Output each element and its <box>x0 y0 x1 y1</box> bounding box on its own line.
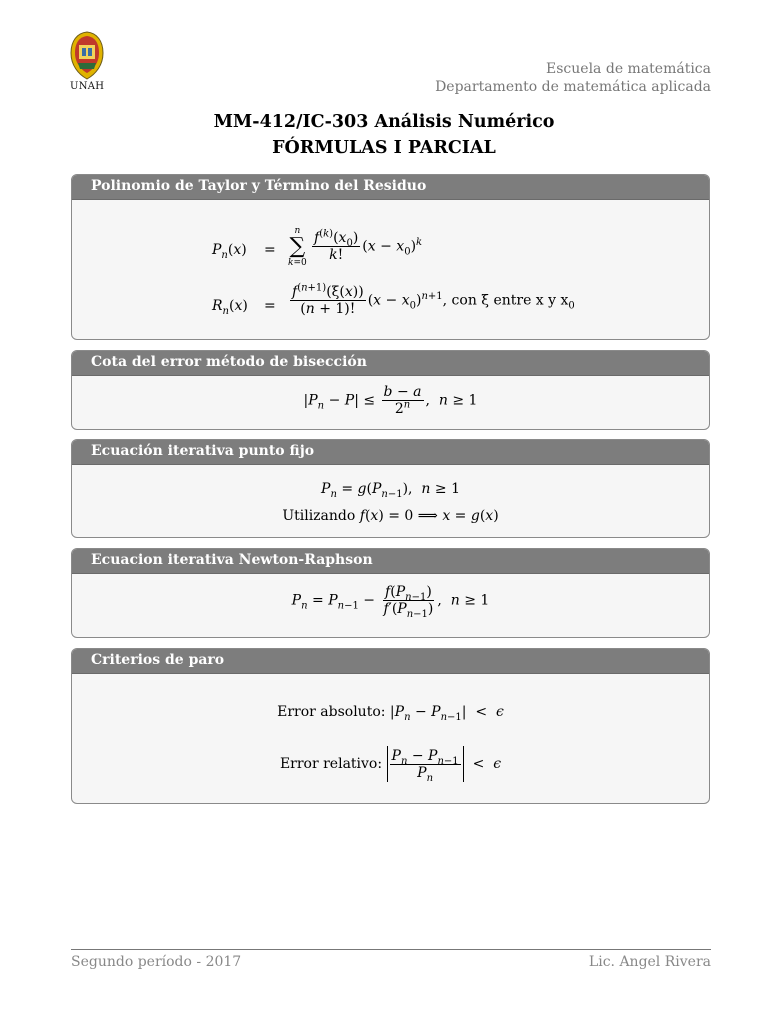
section-heading: Criterios de paro <box>72 649 709 674</box>
taylor-section <box>71 174 710 340</box>
fixed-point-section <box>71 439 710 538</box>
relative-error-criterion: Error relativo: $\frac{P_n - P_{n-1}}{P_n}$ < ϵ <box>279 747 502 784</box>
section-heading: Ecuacion iterativa Newton-Raphson <box>72 549 709 574</box>
absolute-error-label: Error absoluto: <box>277 704 386 720</box>
section-heading: Polinomio de Taylor y Término del Residuo <box>72 175 709 200</box>
newton-formula: $P_n = P_{n-1}$ − $\frac{f(P_{n-1})}{f'(P_{n-1})}$ , n ≥ 1 <box>291 584 490 620</box>
stopping-criteria-section <box>71 648 710 804</box>
footer-author: Lic. Angel Rivera <box>588 954 711 970</box>
using-label: Utilizando <box>282 508 356 524</box>
fixed-point-condition: Utilizando f(x) = 0 ⟹ x = g(x) <box>282 508 499 524</box>
footer-divider <box>71 949 711 950</box>
bisection-section <box>71 350 710 430</box>
absolute-error-criterion: Error absoluto: $|P_n - P_{n-1}| < \epsilon$ <box>277 704 504 723</box>
relative-error-label: Error relativo: <box>279 756 383 772</box>
bisection-formula: $|P_n - P|$ ≤ $\frac{b - a}{2^n}$ , n ≥ 1 <box>303 384 478 417</box>
fixed-point-formulas <box>72 465 709 538</box>
course-title: MM-412/IC-303 Análisis Numérico <box>213 112 555 132</box>
logo-text: UNAH <box>70 81 105 92</box>
section-heading: Cota del error método de bisección <box>72 351 709 376</box>
remainder-note: , con ξ entre x y x <box>442 292 569 309</box>
unah-logo <box>70 31 104 81</box>
department-name: Departamento de matemática aplicada <box>435 79 711 95</box>
fixed-point-iteration: $P_n = g(P_{n-1})$, n ≥ 1 <box>321 481 460 500</box>
stopping-criteria-formulas <box>72 674 709 804</box>
taylor-formulas <box>72 200 709 340</box>
document-title <box>0 109 768 161</box>
taylor-remainder-formula: $R_n(x)$ = $\frac{f^{(n+1)}(\xi(x))}{(n + 1)!}$ $(x - x_0)^{n+1}$, con ξ entre x y $x_0$ <box>212 282 575 317</box>
footer-period: Segundo período - 2017 <box>71 954 242 970</box>
exam-title: FÓRMULAS I PARCIAL <box>272 138 496 158</box>
section-heading: Ecuación iterativa punto fijo <box>72 440 709 465</box>
taylor-polynomial-formula: $P_n(x)$ = n ∑ k=0 $\frac{f^{(k)}(x_0)}{k!}$ $(x - x_0)^k$ <box>212 226 423 268</box>
school-name: Escuela de matemática <box>546 61 711 77</box>
department-info <box>435 60 711 96</box>
newton-section <box>71 548 710 638</box>
